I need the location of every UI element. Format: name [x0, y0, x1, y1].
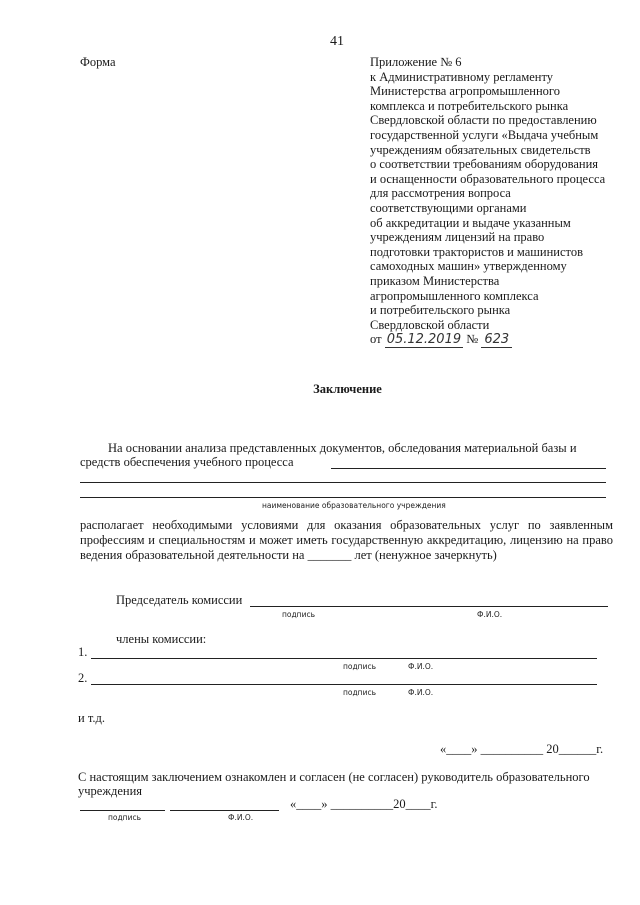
- appendix-line: Министерства агропромышленного: [370, 84, 560, 99]
- institution-blank-1: [331, 468, 606, 469]
- form-label: Форма: [80, 55, 116, 69]
- appendix-block: [370, 55, 630, 348]
- member-2-number: 2.: [78, 671, 88, 685]
- appendix-line: Свердловской области: [370, 317, 490, 332]
- chairman-blank: [250, 606, 608, 607]
- appendix-line: комплекса и потребительского рынка: [370, 98, 569, 113]
- date-prefix: от: [370, 332, 382, 347]
- appendix-line: и потребительского рынка: [370, 303, 511, 318]
- body-paragraph: располагает необходимыми условиями для оказания образовательных услуг по заявленным профессиям и специальностям и может иметь государственную аккредитацию, лицензию на право ведения образовательной деятельности на _______ лет (ненужное зачеркнуть): [80, 518, 613, 562]
- appendix-line: самоходных машин» утвержденному: [370, 259, 567, 274]
- appendix-line: о соответствии требованиям оборудования: [370, 157, 599, 172]
- acknowledgement-line-1: С настоящим заключением ознакомлен и согласен (не согласен) руководитель образовательного: [78, 770, 590, 784]
- appendix-line: учреждениям лицензий на право: [370, 230, 545, 245]
- appendix-line: учреждениям обязательных свидетельств: [370, 142, 591, 157]
- member-2-blank: [91, 684, 597, 685]
- appendix-date-line: [370, 332, 630, 348]
- member-1-blank: [91, 658, 597, 659]
- acknowledgement-line-2: учреждения: [78, 784, 143, 798]
- date-line: «____» __________ 20______г.: [440, 742, 604, 756]
- appendix-line: Приложение № 6: [370, 55, 462, 69]
- intro-line-1: На основании анализа представленных документов, обследования материальной базы и: [108, 441, 577, 455]
- caption-fio: Ф.И.О.: [228, 813, 254, 822]
- caption-signature: подпись: [343, 688, 376, 697]
- appendix-line: соответствующими органами: [370, 200, 527, 215]
- caption-signature: подпись: [282, 610, 315, 619]
- caption-fio: Ф.И.О.: [408, 688, 434, 697]
- page-number: 41: [330, 34, 344, 49]
- caption-institution: наименование образовательного учреждения: [262, 501, 446, 510]
- caption-fio: Ф.И.О.: [477, 610, 503, 619]
- intro-line-2: средств обеспечения учебного процесса: [80, 455, 294, 469]
- handwritten-date: 05.12.2019: [386, 332, 462, 348]
- appendix-line: государственной услуги «Выдача учебным: [370, 127, 599, 142]
- member-1-number: 1.: [78, 645, 88, 659]
- appendix-line: подготовки трактористов и машинистов: [370, 244, 583, 259]
- number-sign: №: [466, 332, 479, 347]
- institution-blank-2: [80, 482, 606, 483]
- appendix-line: об аккредитации и выдаче указанным: [370, 215, 571, 230]
- chairman-label: Председатель комиссии: [116, 593, 243, 607]
- institution-blank-3: [80, 497, 606, 498]
- acknowledgement-date: «____» __________20____г.: [290, 797, 438, 811]
- appendix-line: приказом Министерства: [370, 273, 500, 288]
- appendix-line: агропромышленного комплекса: [370, 288, 539, 303]
- caption-signature: подпись: [108, 813, 141, 822]
- appendix-line: к Административному регламенту: [370, 69, 554, 84]
- appendix-line: Свердловской области по предоставлению: [370, 113, 597, 128]
- handwritten-number: 623: [481, 332, 512, 348]
- caption-fio: Ф.И.О.: [408, 662, 434, 671]
- etc-label: и т.д.: [78, 711, 105, 725]
- document-title: Заключение: [313, 382, 382, 396]
- ack-fio-blank: [170, 810, 279, 811]
- caption-signature: подпись: [343, 662, 376, 671]
- members-label: члены комиссии:: [116, 632, 207, 646]
- appendix-line: для рассмотрения вопроса: [370, 186, 511, 201]
- ack-signature-blank: [80, 810, 165, 811]
- appendix-line: и оснащенности образовательного процесса: [370, 171, 606, 186]
